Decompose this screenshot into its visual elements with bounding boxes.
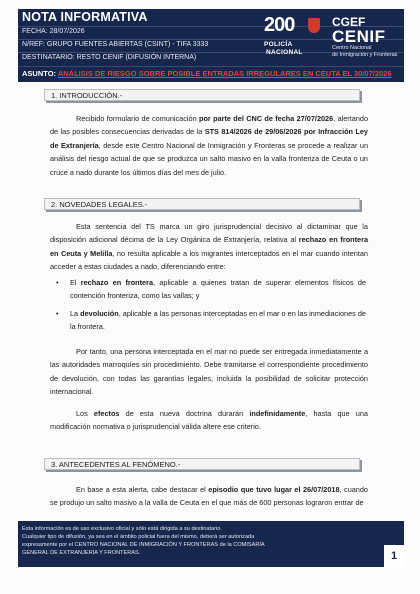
header-subject <box>22 69 392 78</box>
logo-sub-text-2: de Inmigración y Fronteras <box>332 52 398 58</box>
page-number: 1 <box>384 545 404 567</box>
novedades-paragraph-2: Por tanto, una persona interceptada en el mar no puede ser entregada inmediatamente a las autoridades marroquíes sin procedimiento. Debe tramitarse el correspondiente procedimiento de devolución, con todas las garantías legales, incluida la posibilidad de solicitar protección internacional. <box>50 347 368 397</box>
text-run-bold: STS 814/2026 de 29/06/2026 por Infracción Ley de Extranjería <box>50 127 368 150</box>
bullet-icon: • <box>56 278 59 287</box>
section-heading-novedades: 2. NOVEDADES LEGALES.- <box>44 198 360 210</box>
text-run: , desde este Centro Nacional de Inmigración y Fronteras se procede a realizar un análisis del riesgo actual de que se produzca un salto masivo en la valla fronteriza de Ceuta o un cruce a nado durante los últimos días del mes de julio. <box>50 140 369 177</box>
bullet-icon: • <box>56 309 59 318</box>
text-run: , no resulta aplicable a los migrantes interceptados en el mar cuando intentan acceder a estas ciudades a nado, diferenciando entre: <box>50 248 368 272</box>
text-run: , hasta que una modificación normativa o jurisprudencial válida altere ese criterio. <box>50 409 368 432</box>
logo-sub-text-1: Centro Nacional <box>332 45 372 51</box>
logo-cgef-text: CGEF <box>332 15 366 29</box>
text-run: La <box>70 309 81 318</box>
header-reference: N/REF: GRUPO FUENTES ABIERTAS (CSINT) - TIFA 3333 <box>22 41 209 48</box>
intro-paragraph <box>50 112 368 179</box>
shield-icon <box>308 18 320 33</box>
text-run-bold: rechazo en frontera <box>80 278 154 287</box>
text-run: , alertando de las posibles consecuencias derivadas de la <box>50 114 368 137</box>
text-run: Esta sentencia del TS marca un giro jurisprudencial decisivo al dictaminar que la disposición adicional décima de la Ley Orgánica de Extranjería, relativa al <box>50 222 368 245</box>
document-title: NOTA INFORMATIVA <box>22 10 148 24</box>
list-item <box>56 276 366 303</box>
text-run-bold: efectos <box>93 409 120 418</box>
text-run-bold: por parte del CNC de fecha 27/07/2026 <box>199 114 334 123</box>
footer-disclaimer-line: GENERAL DE EXTRANJERÍA Y FRONTERAS. <box>22 550 141 556</box>
logo-nacional-text: NACIONAL <box>266 49 303 56</box>
logo-policia-text: POLICÍA <box>264 41 293 48</box>
text-run: El <box>70 278 81 287</box>
section-heading-antecedentes: 3. ANTECEDENTES AL FENÓMENO.- <box>44 458 360 470</box>
text-run-bold: devolución <box>80 309 119 318</box>
document-header <box>18 9 404 82</box>
text-run-bold: episodio que tuvo lugar el 26/07/2018 <box>208 485 340 494</box>
logo-cenif-text: CENIF <box>332 27 386 46</box>
text-run: , aplicable a las personas interceptadas en el mar o en las inmediaciones de la frontera. <box>70 309 366 332</box>
footer-disclaimer-line: Esta información es de uso exclusivo oficial y sólo está dirigida a su destinatario. <box>22 526 222 532</box>
logo-200-number: 200 <box>264 14 295 36</box>
text-run-bold: rechazo en frontera en Ceuta y Melilla <box>50 235 368 258</box>
subject-text: ANÁLISIS DE RIESGO SOBRE POSIBLE ENTRADAS IRREGULARES EN CEUTA EL 30/07/2026 <box>57 69 392 78</box>
text-run: , aplicable a quienes tratan de superar elementos físicos de contención fronteriza, como las vallas; y <box>70 278 366 301</box>
policia-nacional-logo <box>264 15 326 65</box>
cgef-cenif-logo <box>332 16 402 59</box>
text-run: de esta nueva doctrina durarán <box>119 409 250 418</box>
section-heading-introduccion: 1. INTRODUCCIÓN.- <box>44 89 360 101</box>
footer-disclaimer-line: Cualquier tipo de difusión, ya sea en el ámbito policial fuera del mismo, deberá ser autorizada <box>22 534 255 540</box>
header-divider <box>18 66 404 67</box>
text-run: Los <box>76 409 94 418</box>
list-item <box>56 307 366 334</box>
text-run: Recibido formulario de comunicación <box>76 114 199 123</box>
subject-label: ASUNTO: <box>22 69 57 78</box>
text-run: En base a esta alerta, cabe destacar el <box>76 485 209 494</box>
novedades-paragraph-3 <box>50 407 368 434</box>
document-footer <box>18 521 404 567</box>
antecedentes-paragraph <box>50 483 368 510</box>
text-run-bold: indefinidamente <box>249 409 306 418</box>
footer-disclaimer-line: expresamente por el CENTRO NACIONAL DE INMIGRACIÓN Y FRONTERAS de la COMISARÍA <box>22 542 265 548</box>
header-date: FECHA: 28/07/2026 <box>22 28 85 35</box>
novedades-paragraph-1 <box>50 220 368 274</box>
header-recipient: DESTINATARIO: RESTO CENIF (DIFUSIÓN INTERNA) <box>22 54 197 61</box>
text-run: , cuando se produjo un salto masivo a la valla de Ceuta en el que más de 600 personas lograron entrar de <box>50 485 368 508</box>
